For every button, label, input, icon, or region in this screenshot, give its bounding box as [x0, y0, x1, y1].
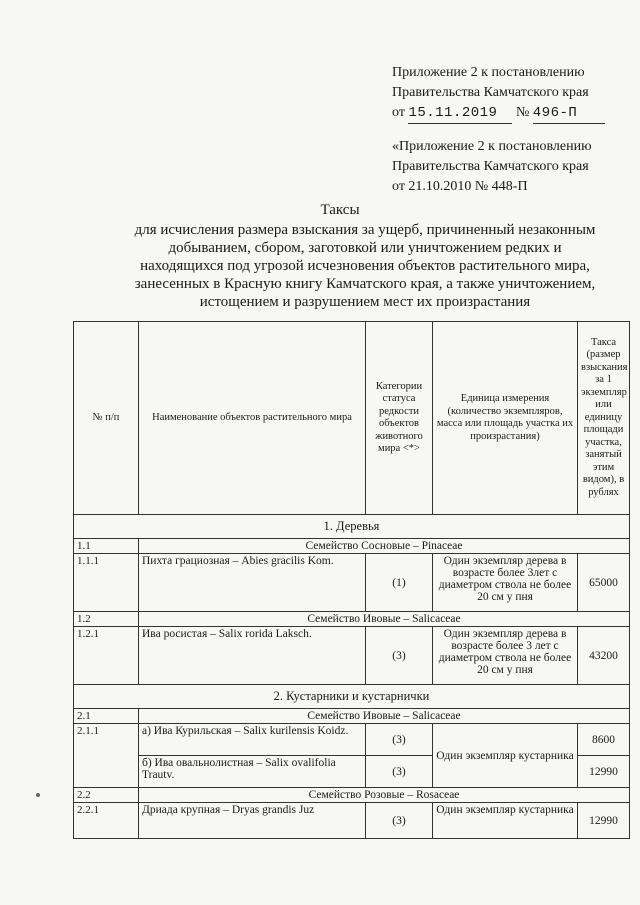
family-row: 1.2 Семейство Ивовые – Salicaceae	[74, 612, 630, 627]
col-header-num: № п/п	[74, 322, 139, 515]
approval-stamp-current	[392, 63, 605, 124]
table-row: 2.1.1 а) Ива Курильская – Salix kurilensis Koidz. (3) Один экземпляр кустарника 8600	[74, 724, 630, 756]
document-subtitle: для исчисления размера взыскания за ущерб, причиненный незаконным добыванием, сбором, заготовкой или уничтожением редких и находящихся под угрозой исчезновения объектов растительного мира, занесенных в Красную книгу Камчатского края, а также уничтожением, истощением и разрушением мест их произрастания	[134, 222, 596, 310]
date-number-line: от 15.11.2019 № 496-П	[392, 103, 605, 124]
table-row: 1.2.1 Ива росистая – Salix rorida Laksch. (3) Один экземпляр дерева в возрасте более 3 лет с диаметром ствола не более 20 см у пня 43200	[74, 627, 630, 685]
col-header-tax: Такса (размер взыскания за 1 экземпляр или единицу площади участка, занятый этим видом), в рублях	[578, 322, 630, 515]
table-row: б) Ива овальнолистная – Salix ovalifolia Trautv. (3) 12990	[74, 756, 630, 788]
table-row: 2.2.1 Дриада крупная – Dryas grandis Juz (3) Один экземпляр кустарника 12990	[74, 803, 630, 839]
family-row: 2.1 Семейство Ивовые – Salicaceae	[74, 709, 630, 724]
table-row: 1.1.1 Пихта грациозная – Abies gracilis Kom. (1) Один экземпляр дерева в возрасте более 3лет с диаметром ствола не более 20 см у пня 65000	[74, 554, 630, 612]
family-row: 1.1 Семейство Сосновые – Pinaceae	[74, 539, 630, 554]
tax-table	[73, 321, 630, 839]
col-header-category: Категории статуса редкости объектов животного мира <*>	[366, 322, 433, 515]
margin-mark	[36, 793, 40, 797]
section-row: 2. Кустарники и кустарнички	[74, 685, 630, 709]
col-header-unit: Единица измерения (количество экземпляров, масса или площадь участка их произрастания)	[433, 322, 578, 515]
col-header-name: Наименование объектов растительного мира	[139, 322, 366, 515]
section-row: 1. Деревья	[74, 515, 630, 539]
header-row	[74, 322, 630, 515]
family-row: 2.2 Семейство Розовые – Rosaceae	[74, 788, 630, 803]
decree-date: 15.11.2019	[408, 103, 512, 124]
document-title: Таксы	[320, 202, 360, 218]
government-line: Правительства Камчатского края	[392, 85, 589, 100]
decree-number: 496-П	[533, 103, 605, 124]
approval-stamp-original: «Приложение 2 к постановлению Правительства Камчатского края от 21.10.2010 № 448-П	[392, 139, 592, 194]
appendix-line: Приложение 2 к постановлению	[392, 65, 585, 80]
